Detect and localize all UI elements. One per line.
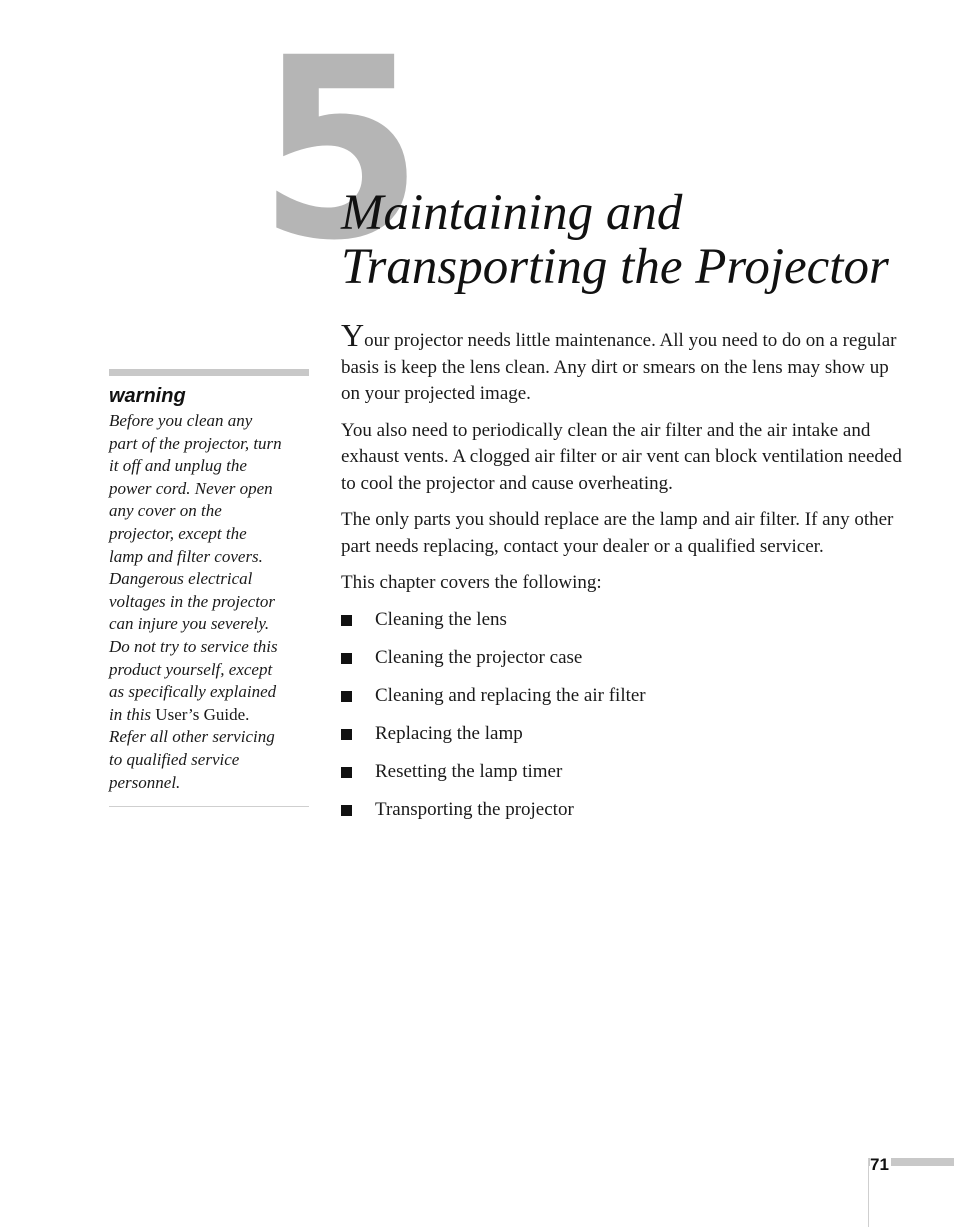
list-item [341, 759, 911, 797]
warning-text-part-2: User’s Guide. [155, 704, 250, 724]
bullet-square-icon [341, 653, 352, 664]
chapter-title-line-2: Transporting the Projector [341, 239, 889, 295]
list-item-text: Resetting the lamp timer [375, 760, 563, 782]
paragraph-chapter-covers: This chapter covers the following: [341, 572, 602, 593]
bullet-square-icon [341, 767, 352, 778]
bullet-square-icon [341, 805, 352, 816]
list-item-text: Transporting the projector [375, 798, 574, 820]
page-number: 71 [870, 1155, 889, 1174]
drop-cap: Y [341, 317, 365, 353]
main-content [341, 317, 911, 835]
list-item-text: Cleaning the projector case [375, 646, 583, 668]
list-item [341, 645, 911, 683]
intro-paragraph [341, 317, 911, 408]
paragraph-replaceable-parts: The only parts you should replace are the lamp and air filter. If any other part needs replacing, contact your dealer or a qualified servicer. [341, 509, 894, 557]
list-item [341, 721, 911, 759]
paragraph-air-filter: You also need to periodically clean the air filter and the air intake and exhaust vents. A clogged air filter or air vent can block ventilation needed to cool the projector and cause overheating. [341, 419, 902, 494]
warning-text-part-3: Refer all other servicing to qualified service personnel. [109, 727, 275, 792]
list-item [341, 797, 911, 835]
list-item-text: Replacing the lamp [375, 722, 523, 744]
topics-list [341, 607, 911, 835]
chapter-title [341, 186, 941, 294]
list-item [341, 683, 911, 721]
warning-text-part-1: Before you clean any part of the projector, turn it off and unplug the power cord. Never open any cover on the projector, except the lamp and filter covers. Dangerous electrical voltages in the projector can injure you severely. Do not try to service this product yourself, except as specifically explained in this [109, 411, 282, 724]
warning-top-bar [109, 369, 309, 376]
warning-bottom-rule [109, 806, 309, 807]
warning-sidebar [109, 369, 309, 807]
warning-heading: warning [109, 385, 186, 407]
list-item-text: Cleaning the lens [375, 608, 507, 630]
bullet-square-icon [341, 691, 352, 702]
intro-paragraph-text: our projector needs little maintenance. All you need to do on a regular basis is keep the lens clean. Any dirt or smears on the lens may show up on your projected image. [341, 330, 897, 404]
chapter-number: 5 [258, 4, 414, 295]
chapter-title-line-1: Maintaining and [341, 185, 683, 241]
bullet-square-icon [341, 615, 352, 626]
bullet-square-icon [341, 729, 352, 740]
list-item-text: Cleaning and replacing the air filter [375, 684, 646, 706]
warning-text [109, 410, 284, 794]
page-number-rule [868, 1158, 869, 1227]
list-item [341, 607, 911, 645]
